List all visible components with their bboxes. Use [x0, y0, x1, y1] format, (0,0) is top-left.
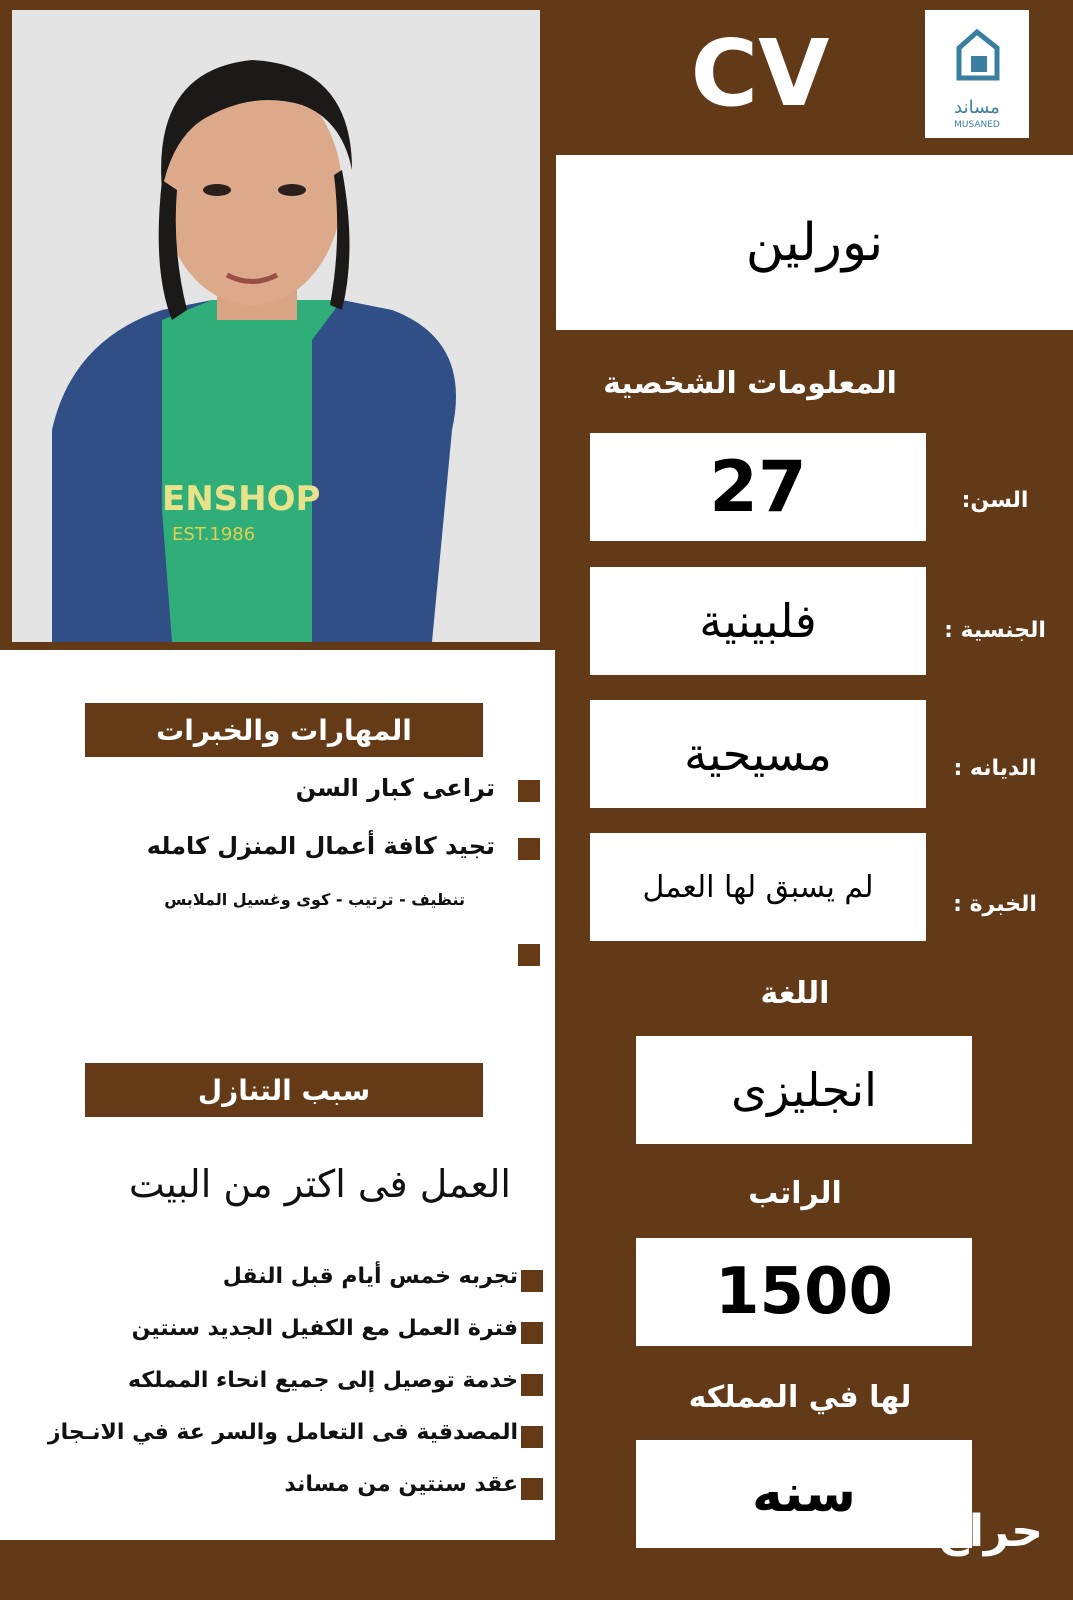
benefit-item: خدمة توصيل إلى جميع انحاء المملكه — [127, 1368, 518, 1393]
worker-name: نورلين — [745, 212, 884, 273]
in-kingdom-value: سنه — [636, 1440, 972, 1548]
svg-text:EST.1986: EST.1986 — [172, 524, 256, 545]
age-label: السن: — [961, 488, 1029, 513]
experience-label: الخبرة : — [953, 892, 1037, 917]
benefit-item: فترة العمل مع الكفيل الجديد سنتين — [131, 1316, 518, 1341]
salary-value: 1500 — [636, 1238, 972, 1346]
logo-arabic: مساند — [954, 96, 1000, 118]
benefit-item: تجربه خمس أيام قبل النقل — [222, 1264, 518, 1289]
musaned-logo — [925, 10, 1029, 138]
personal-info-title: المعلومات الشخصية — [603, 365, 897, 401]
skill-bullet — [518, 780, 540, 802]
age-value: 27 — [590, 433, 926, 541]
benefit-bullet — [521, 1374, 543, 1396]
skill-item: تراعى كبار السن — [295, 774, 495, 802]
experience-value: لم يسبق لها العمل — [590, 833, 926, 941]
skills-title: المهارات والخبرات — [156, 713, 412, 747]
name-box — [556, 155, 1073, 330]
nationality-value: فلبينية — [590, 567, 926, 675]
reason-title: سبب التنازل — [197, 1073, 371, 1107]
benefit-bullet — [521, 1322, 543, 1344]
skill-sub-note: تنظيف - ترتيب - كوى وغسيل الملابس — [164, 890, 465, 909]
skill-item: تجيد كافة أعمال المنزل كامله — [146, 832, 495, 860]
profile-photo — [12, 10, 540, 642]
in-kingdom-title: لها في المملكه — [688, 1379, 912, 1415]
watermark: حراج1 — [906, 1506, 1043, 1557]
skill-bullet — [518, 838, 540, 860]
language-value: انجليزى — [636, 1036, 972, 1144]
reason-text: العمل فى اكتر من البيت — [128, 1162, 511, 1206]
benefit-item: المصدقية فى التعامل والسر عة في الانـجاز — [47, 1420, 518, 1445]
skills-title-box — [85, 703, 483, 757]
religion-label: الديانه : — [953, 756, 1037, 781]
salary-title: الراتب — [748, 1175, 842, 1211]
language-title: اللغة — [760, 975, 830, 1011]
svg-text:ENSHOP: ENSHOP — [162, 479, 321, 519]
religion-value: مسيحية — [590, 700, 926, 808]
nationality-label: الجنسية : — [944, 618, 1046, 643]
benefit-item: عقد سنتين من مساند — [284, 1472, 518, 1497]
musaned-house-logo-icon — [925, 14, 1029, 94]
benefit-bullet — [521, 1478, 543, 1500]
reason-title-box — [85, 1063, 483, 1117]
benefit-bullet — [521, 1270, 543, 1292]
cv-title: CV — [690, 19, 830, 127]
benefit-bullet — [521, 1426, 543, 1448]
logo-latin: MUSANED — [954, 120, 1000, 130]
skill-bullet — [518, 944, 540, 966]
